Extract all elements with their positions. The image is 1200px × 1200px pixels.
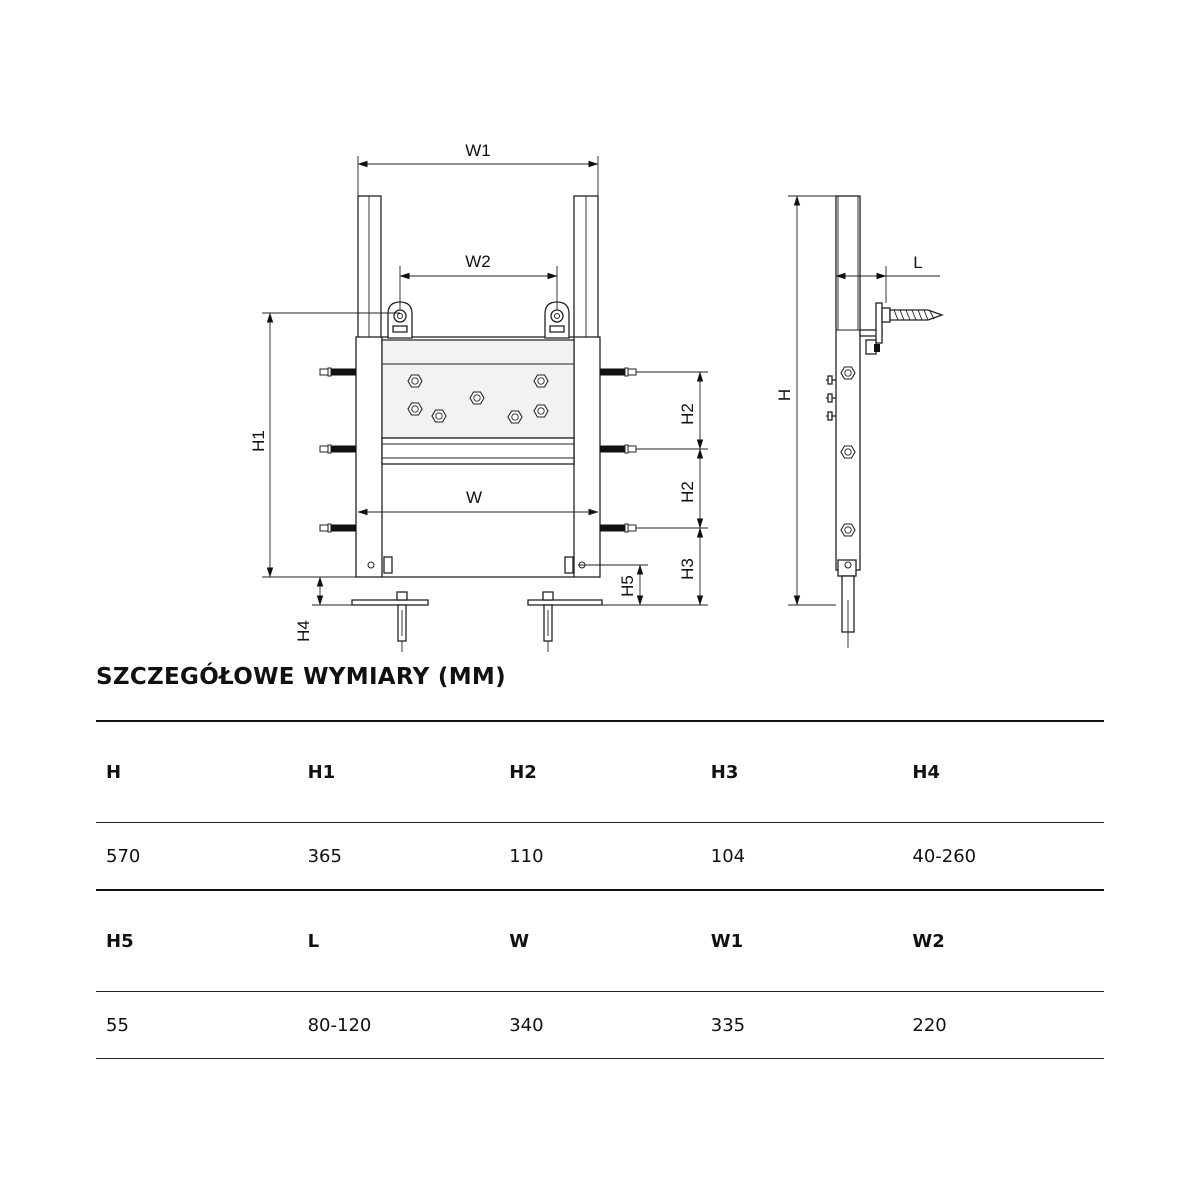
dimension-w2: [400, 252, 557, 310]
table-header-row: [96, 890, 1104, 992]
dim-label-w1: W1: [465, 141, 491, 160]
dim-label-l: L: [913, 253, 923, 272]
dim-label-h4: H4: [294, 620, 313, 642]
dim-label-w2: W2: [465, 252, 491, 271]
section-title: SZCZEGÓŁOWE WYMIARY (MM): [96, 664, 506, 690]
dim-label-h2-lower: H2: [678, 481, 697, 503]
dim-label-h: H: [775, 388, 794, 402]
side-profile: [836, 196, 860, 570]
table-header-cell: H: [96, 721, 298, 823]
table-value-cell: 55: [96, 992, 298, 1059]
table-header-cell: H5: [96, 890, 298, 992]
table-header-cell: W: [499, 890, 701, 992]
table-header-row: [96, 721, 1104, 823]
table-header-cell: H2: [499, 721, 701, 823]
table-value-row: [96, 823, 1104, 891]
dimension-h2-h3: [600, 372, 708, 605]
dimension-h: [775, 196, 836, 605]
table-value-cell: 220: [902, 992, 1104, 1059]
table-header-cell: H1: [298, 721, 500, 823]
foot-left: [352, 592, 428, 652]
table-value-cell: 104: [701, 823, 903, 891]
table-header-cell: L: [298, 890, 500, 992]
dim-label-w: W: [465, 488, 483, 507]
table-value-cell: 570: [96, 823, 298, 891]
table-header-cell: H3: [701, 721, 903, 823]
table-header-cell: H4: [902, 721, 1104, 823]
table-value-cell: 110: [499, 823, 701, 891]
table-header-cell: W2: [902, 890, 1104, 992]
table-value-cell: 40-260: [902, 823, 1104, 891]
wall-anchor: [860, 303, 942, 354]
dim-label-h3: H3: [678, 558, 697, 580]
table-value-cell: 80-120: [298, 992, 500, 1059]
dim-label-h5: H5: [618, 575, 637, 597]
table-value-row: [96, 992, 1104, 1059]
table-value-cell: 340: [499, 992, 701, 1059]
dimensions-table: [96, 720, 1104, 1059]
mounting-plate: [382, 340, 574, 438]
side-view: [775, 196, 942, 648]
front-view: [249, 141, 708, 652]
side-bolts: [826, 376, 836, 420]
table-value-cell: 365: [298, 823, 500, 891]
table-header-cell: W1: [701, 890, 903, 992]
dimension-w1: [358, 141, 598, 196]
left-upright: [358, 196, 381, 338]
dim-label-h1: H1: [249, 430, 268, 452]
dim-label-h2-upper: H2: [678, 403, 697, 425]
foot-right: [528, 592, 602, 652]
dimension-h4: [294, 577, 356, 642]
table-value-cell: 335: [701, 992, 903, 1059]
